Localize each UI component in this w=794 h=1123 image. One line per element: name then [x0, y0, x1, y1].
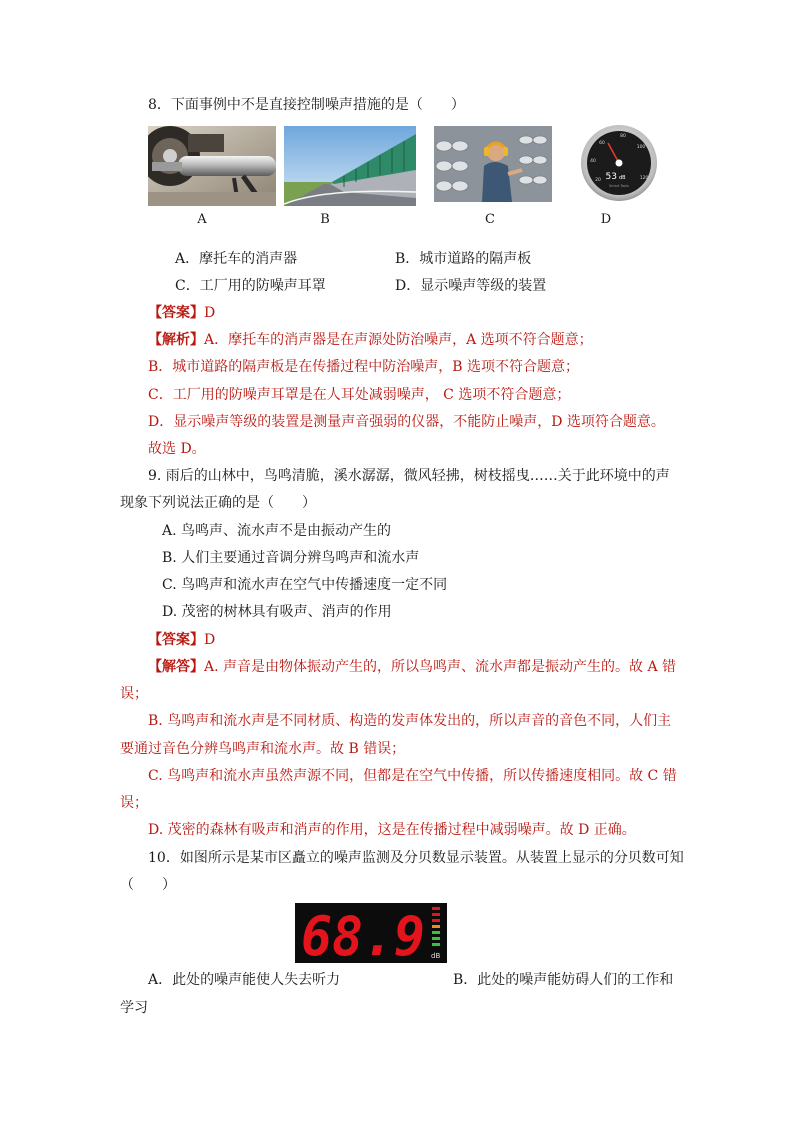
- q8-analysis-a-text: A．摩托车的消声器是在声源处防治噪声，A 选项不符合题意；: [204, 332, 593, 348]
- image-label-c: C: [485, 212, 495, 227]
- q8-stem: 8．下面事例中不是直接控制噪声措施的是（ ）: [148, 97, 465, 113]
- q9-solution-a-line2: 误；: [120, 686, 148, 702]
- q9-answer: [148, 630, 215, 650]
- q9-stem-line2: 现象下列说法正确的是（ ）: [120, 495, 316, 511]
- meter-tick-100: 100: [636, 145, 646, 150]
- q9-solution-c-line2: 误；: [120, 795, 148, 811]
- meter-tick-40: 40: [590, 159, 596, 164]
- q8-analysis-b: B．城市道路的隔声板是在传播过程中防治噪声，B 选项不符合题意；: [148, 359, 580, 375]
- meter-tick-20: 20: [595, 178, 601, 183]
- q9-option-b: B. 人们主要通过音调分辨鸟鸣声和流水声: [162, 550, 420, 566]
- image-label-a: A: [197, 212, 207, 227]
- q9-solution-a: [148, 657, 676, 677]
- q8-option-b: B．城市道路的隔声板: [395, 251, 532, 267]
- q8-option-a: A．摩托车的消声器: [175, 251, 298, 267]
- q8-answer: [148, 303, 215, 323]
- factory-earmuffs-image: [434, 126, 552, 202]
- meter-tick-120: 120: [639, 176, 649, 181]
- q9-solution-b-line1: B. 鸟鸣声和流水声是不同材质、构造的发声体发出的，所以声音的音色不同，人们主: [148, 713, 672, 729]
- q9-option-a: A. 鸟鸣声、流水声不是由振动产生的: [162, 523, 392, 539]
- sound-barrier-image: [284, 126, 416, 206]
- sound-level-meter-image: [578, 124, 660, 202]
- q9-solution-a-text: A. 声音是由物体振动产生的，所以鸟鸣声、流水声都是振动产生的。故 A 错: [204, 659, 677, 675]
- q9-answer-tag: 【答案】: [148, 632, 204, 648]
- q8-analysis-tag: 【解析】: [148, 332, 204, 348]
- q8-analysis-d: D．显示噪声等级的装置是测量声音强弱的仪器，不能防止噪声，D 选项符合题意。: [148, 414, 665, 430]
- q8-option-d: D．显示噪声等级的装置: [395, 278, 547, 294]
- q8-conclusion: 故选 D。: [148, 441, 206, 457]
- image-label-b: B: [320, 212, 330, 227]
- q10-option-b-line1: B．此处的噪声能妨碍人们的工作和: [453, 972, 674, 988]
- q8-answer-tag: 【答案】: [148, 305, 204, 321]
- q8-answer-value: D: [204, 305, 216, 321]
- meter-brand: Smart Tools: [609, 184, 629, 188]
- meter-value: 53: [605, 172, 617, 182]
- q10-stem-line1: 10．如图所示是某市区矗立的噪声监测及分贝数显示装置。从装置上显示的分贝数可知: [148, 850, 684, 866]
- meter-tick-60: 60: [599, 141, 605, 146]
- meter-unit: dB: [619, 175, 626, 181]
- q9-answer-value: D: [204, 632, 216, 648]
- image-label-d: D: [600, 212, 612, 227]
- q10-option-b-line2: 学习: [120, 1000, 148, 1016]
- meter-tick-80: 80: [620, 134, 626, 139]
- q9-option-c: C. 鸟鸣声和流水声在空气中传播速度一定不同: [162, 577, 448, 593]
- motorcycle-muffler-image: [148, 126, 276, 206]
- q9-solution-d: D. 茂密的森林有吸声和消声的作用，这是在传播过程中减弱噪声。故 D 正确。: [148, 822, 636, 838]
- q10-stem-line2: （ ）: [120, 877, 176, 893]
- q8-analysis-c: C．工厂用的防噪声耳罩是在人耳处减弱噪声， C 选项不符合题意；: [148, 387, 571, 403]
- noise-display-panel: [295, 903, 447, 963]
- q8-option-c: C．工厂用的防噪声耳罩: [175, 278, 326, 294]
- q9-solution-c-line1: C. 鸟鸣声和流水声虽然声源不同，但都是在空气中传播，所以传播速度相同。故 C 错: [148, 768, 677, 784]
- q10-option-a: A．此处的噪声能使人失去听力: [148, 972, 341, 988]
- q9-solution-b-line2: 要通过音色分辨鸟鸣声和流水声。故 B 错误；: [120, 741, 406, 757]
- noise-display-unit: dB: [431, 952, 441, 960]
- q9-solution-tag: 【解答】: [148, 659, 204, 675]
- q9-option-d: D. 茂密的树林具有吸声、消声的作用: [162, 604, 392, 620]
- noise-display-value: 68.9: [301, 905, 425, 963]
- q9-stem-line1: 9. 雨后的山林中，鸟鸣清脆，溪水潺潺，微风轻拂，树枝摇曳……关于此环境中的声: [148, 468, 670, 484]
- q8-analysis-a: [148, 330, 593, 350]
